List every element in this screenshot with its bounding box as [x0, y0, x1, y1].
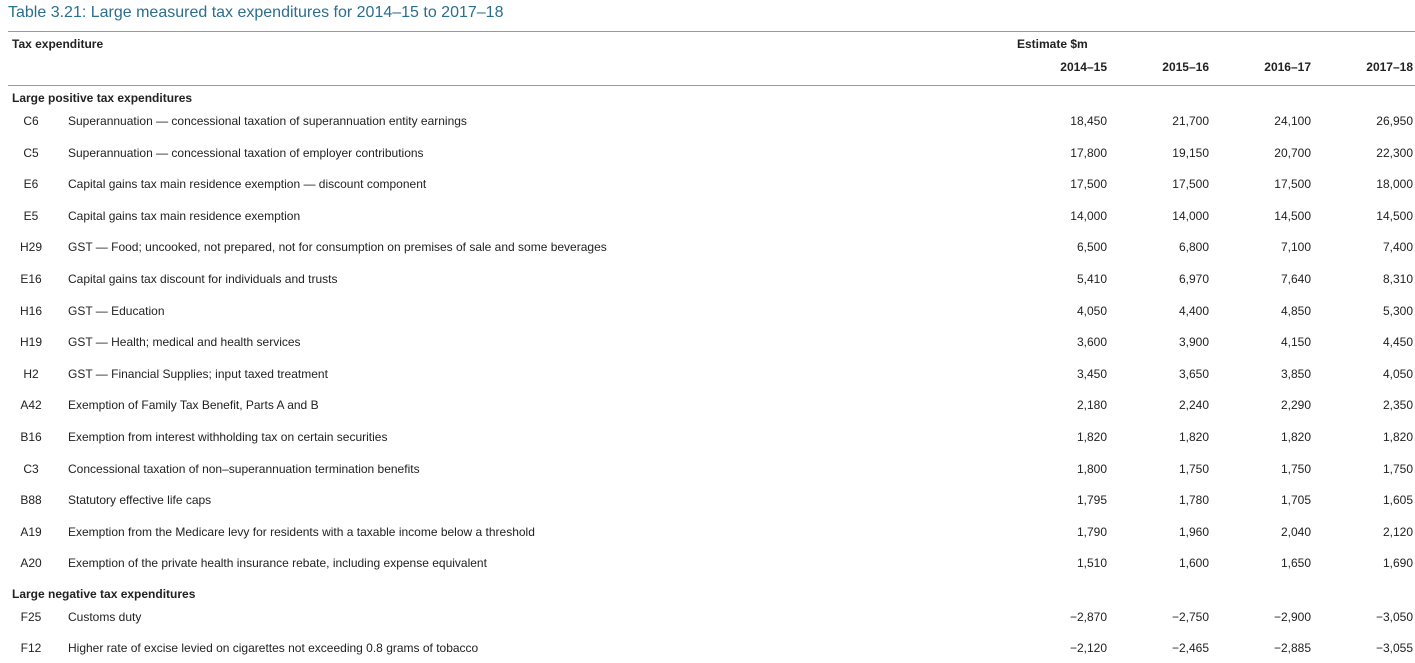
row-value-2017-18: 8,310 — [1382, 272, 1413, 286]
row-code: C3 — [23, 461, 39, 476]
row-value-2016-17: 4,850 — [1280, 303, 1311, 318]
row-value-2015-16: 1,600 — [1178, 556, 1209, 571]
row-value-2015-16: −2,465 — [1171, 641, 1209, 655]
row-description: Capital gains tax discount for individuals and trusts — [68, 272, 338, 286]
row-code: H2 — [23, 366, 39, 381]
row-description: Higher rate of excise levied on cigarettes not exceeding 0.8 grams of tobacco — [68, 641, 479, 655]
row-value-2016-17: 1,650 — [1280, 556, 1311, 571]
row-description: Exemption of Family Tax Benefit, Parts A and B — [68, 398, 319, 413]
table-row — [0, 398, 1415, 418]
row-value-2017-18: 22,300 — [1376, 145, 1413, 160]
row-value-2017-18: 1,690 — [1382, 556, 1413, 571]
row-value-2015-16: 4,400 — [1178, 303, 1209, 318]
header-bottom-rule — [8, 85, 1415, 86]
row-value-2014-15: 1,800 — [1076, 461, 1107, 476]
row-value-2015-16: 6,800 — [1178, 240, 1209, 255]
row-description: GST — Financial Supplies; input taxed treatment — [68, 366, 328, 381]
row-value-2016-17: 1,820 — [1280, 430, 1311, 444]
row-value-2017-18: 1,605 — [1382, 493, 1413, 508]
row-value-2015-16: 1,960 — [1178, 524, 1209, 539]
row-value-2015-16: 2,240 — [1178, 398, 1209, 413]
row-description: Exemption from interest withholding tax on certain securities — [68, 430, 388, 444]
row-value-2016-17: 14,500 — [1274, 208, 1311, 223]
table-row — [0, 493, 1415, 513]
row-value-2017-18: 14,500 — [1376, 208, 1413, 223]
row-value-2014-15: 1,820 — [1076, 430, 1107, 444]
row-value-2017-18: 1,750 — [1382, 461, 1413, 476]
table-row — [0, 335, 1415, 355]
row-description: Exemption from the Medicare levy for residents with a taxable income below a threshold — [68, 524, 535, 539]
row-value-2017-18: 2,120 — [1382, 524, 1413, 539]
row-value-2015-16: −2,750 — [1171, 610, 1209, 624]
row-value-2014-15: −2,870 — [1069, 610, 1107, 624]
row-value-2014-15: 2,180 — [1076, 398, 1107, 413]
row-value-2014-15: 14,000 — [1070, 208, 1107, 223]
row-code: B88 — [20, 493, 42, 508]
row-code: H19 — [19, 335, 42, 350]
row-value-2014-15: 1,790 — [1076, 524, 1107, 539]
table-row — [0, 641, 1415, 661]
table-row — [0, 146, 1415, 166]
row-value-2015-16: 1,750 — [1178, 461, 1209, 476]
row-description: Customs duty — [68, 610, 142, 624]
row-value-2014-15: 5,410 — [1076, 272, 1107, 286]
row-value-2015-16: 14,000 — [1172, 208, 1209, 223]
estimate-column-header: Estimate $m — [1017, 37, 1088, 51]
row-value-2015-16: 1,820 — [1178, 430, 1209, 444]
table-row — [0, 525, 1415, 545]
row-value-2015-16: 21,700 — [1172, 114, 1209, 128]
row-description: Capital gains tax main residence exemption — [68, 208, 301, 223]
table-row — [0, 240, 1415, 260]
row-value-2016-17: 3,850 — [1280, 366, 1311, 381]
row-value-2014-15: 17,800 — [1070, 145, 1107, 160]
row-code: F12 — [20, 641, 42, 655]
row-value-2017-18: 4,050 — [1382, 366, 1413, 381]
row-value-2016-17: 2,290 — [1280, 398, 1311, 413]
row-value-2014-15: −2,120 — [1069, 641, 1107, 655]
row-code: C5 — [23, 145, 39, 160]
row-value-2014-15: 3,450 — [1076, 366, 1107, 381]
table-row — [0, 177, 1415, 197]
row-value-2016-17: 17,500 — [1274, 177, 1311, 192]
row-value-2016-17: 7,100 — [1280, 240, 1311, 255]
row-value-2015-16: 19,150 — [1172, 145, 1209, 160]
row-value-2014-15: 17,500 — [1070, 177, 1107, 192]
row-value-2017-18: 18,000 — [1376, 177, 1413, 192]
row-value-2015-16: 1,780 — [1178, 493, 1209, 508]
row-value-2017-18: 7,400 — [1382, 240, 1413, 255]
section-heading: Large negative tax expenditures — [12, 587, 196, 601]
row-value-2014-15: 3,600 — [1076, 335, 1107, 350]
row-value-2017-18: 4,450 — [1382, 335, 1413, 350]
row-value-2016-17: 1,750 — [1280, 461, 1311, 476]
row-code: E16 — [20, 272, 42, 286]
row-description: Superannuation — concessional taxation of employer contributions — [68, 145, 424, 160]
row-code: C6 — [23, 114, 39, 128]
section-heading: Large positive tax expenditures — [12, 91, 193, 105]
row-value-2014-15: 18,450 — [1070, 114, 1107, 128]
row-value-2017-18: 1,820 — [1382, 430, 1413, 444]
table-row — [0, 556, 1415, 576]
row-value-2016-17: 7,640 — [1280, 272, 1311, 286]
row-description: Statutory effective life caps — [68, 493, 212, 508]
row-value-2015-16: 6,970 — [1178, 272, 1209, 286]
row-value-2016-17: 1,705 — [1280, 493, 1311, 508]
row-description: GST — Education — [68, 303, 165, 318]
table-row — [0, 610, 1415, 630]
row-value-2017-18: −3,050 — [1375, 610, 1413, 624]
row-value-2016-17: 24,100 — [1274, 114, 1311, 128]
row-value-2017-18: −3,055 — [1375, 641, 1413, 655]
row-value-2017-18: 2,350 — [1382, 398, 1413, 413]
row-code: H16 — [19, 303, 42, 318]
table-row — [0, 462, 1415, 482]
row-value-2014-15: 1,510 — [1076, 556, 1107, 571]
tax-expenditure-column-header: Tax expenditure — [12, 37, 104, 51]
row-code: A20 — [20, 556, 42, 571]
year-header-2015-16: 2015–16 — [1162, 60, 1209, 74]
year-header-2017-18: 2017–18 — [1366, 60, 1413, 74]
row-value-2015-16: 3,650 — [1178, 366, 1209, 381]
table-row — [0, 272, 1415, 292]
row-code: A19 — [20, 524, 42, 539]
row-code: H29 — [19, 240, 42, 255]
row-value-2014-15: 1,795 — [1076, 493, 1107, 508]
row-code: E6 — [23, 177, 39, 192]
table-title: Table 3.21: Large measured tax expenditures for 2014–15 to 2017–18 — [8, 4, 504, 21]
row-value-2016-17: −2,885 — [1273, 641, 1311, 655]
year-header-2014-15: 2014–15 — [1060, 60, 1107, 74]
row-description: Concessional taxation of non–superannuation termination benefits — [68, 461, 420, 476]
table-row — [0, 430, 1415, 450]
row-value-2014-15: 6,500 — [1076, 240, 1107, 255]
table-row — [0, 304, 1415, 324]
year-header-2016-17: 2016–17 — [1264, 60, 1311, 74]
row-value-2016-17: 4,150 — [1280, 335, 1311, 350]
row-code: B16 — [20, 430, 42, 444]
table-row — [0, 367, 1415, 387]
row-value-2015-16: 17,500 — [1172, 177, 1209, 192]
row-description: GST — Food; uncooked, not prepared, not for consumption on premises of sale and some beverages — [68, 240, 607, 255]
table-row — [0, 209, 1415, 229]
table-row — [0, 114, 1415, 134]
row-value-2017-18: 26,950 — [1376, 114, 1413, 128]
row-value-2015-16: 3,900 — [1178, 335, 1209, 350]
row-description: Exemption of the private health insurance rebate, including expense equivalent — [68, 556, 487, 571]
row-value-2016-17: −2,900 — [1273, 610, 1311, 624]
row-code: E5 — [23, 208, 39, 223]
row-description: Capital gains tax main residence exemption — discount component — [68, 177, 427, 192]
row-code: F25 — [20, 610, 42, 624]
row-value-2017-18: 5,300 — [1382, 303, 1413, 318]
row-code: A42 — [20, 398, 42, 413]
row-description: Superannuation — concessional taxation of superannuation entity earnings — [68, 114, 467, 128]
header-top-rule — [8, 31, 1415, 32]
row-value-2014-15: 4,050 — [1076, 303, 1107, 318]
row-description: GST — Health; medical and health services — [68, 335, 301, 350]
row-value-2016-17: 20,700 — [1274, 145, 1311, 160]
row-value-2016-17: 2,040 — [1280, 524, 1311, 539]
